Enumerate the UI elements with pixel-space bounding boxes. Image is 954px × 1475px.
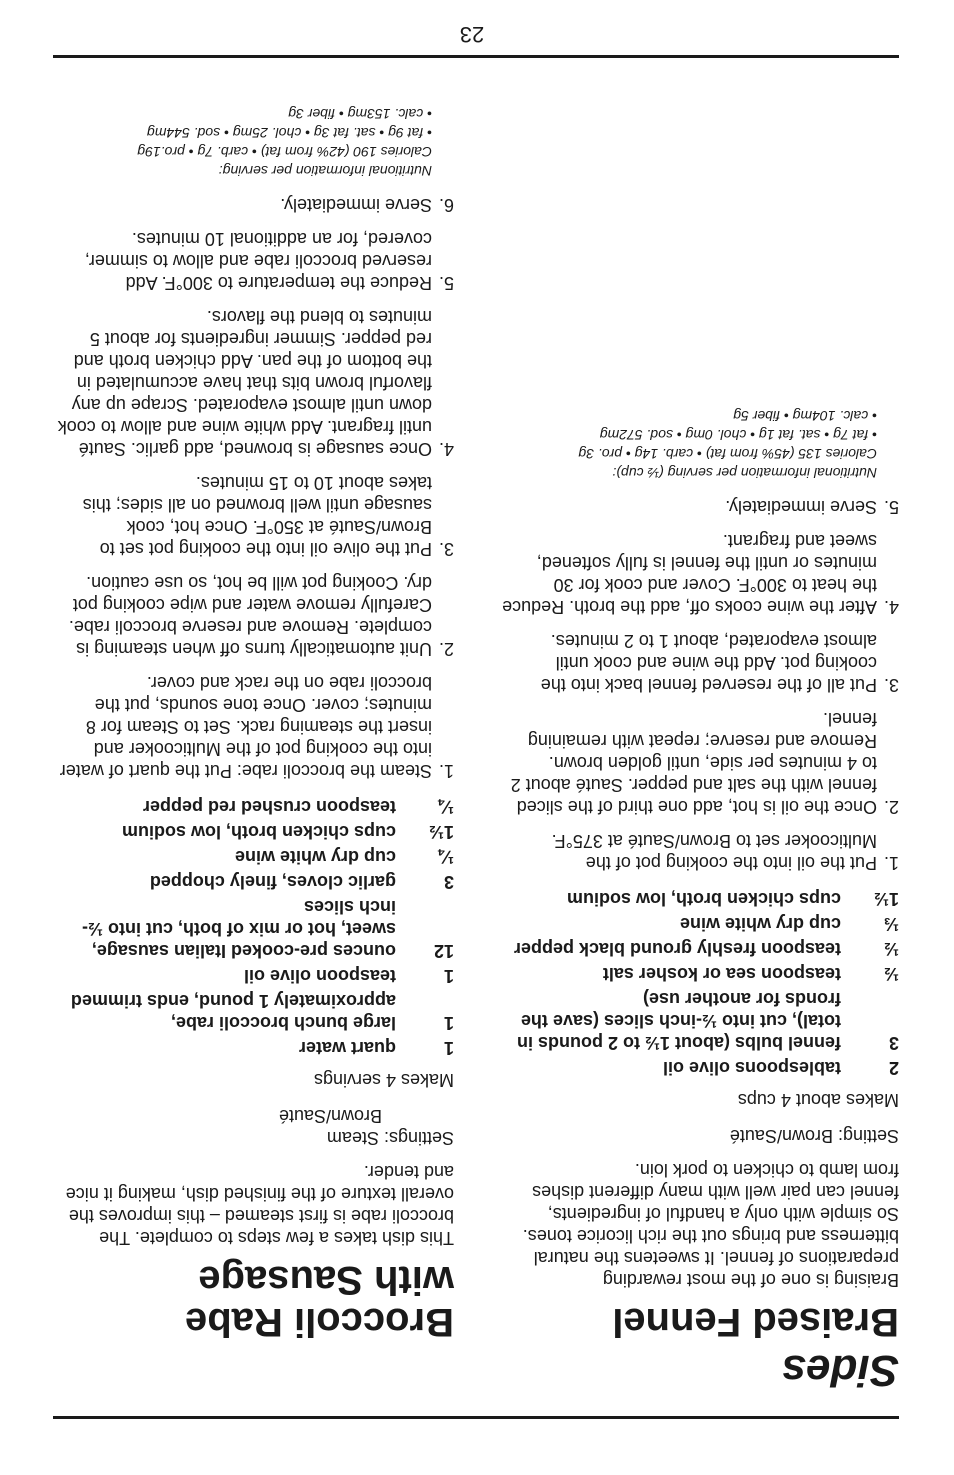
ingredient-qty: ½ — [883, 939, 899, 959]
ingredient-text: tablespoons olive oil — [662, 1058, 841, 1078]
ingredient-item — [499, 963, 899, 985]
step-number: 3. — [883, 675, 899, 695]
ingredient-text: large bunch broccoli rabe, approximately 1 pound, ends trimmed — [70, 991, 396, 1033]
ingredient-item — [54, 871, 454, 893]
ingredient-qty: 3 — [443, 872, 454, 892]
ingredient-item — [54, 796, 454, 818]
ingredient-item — [54, 896, 454, 962]
ingredient-text: cups chicken broth, low sodium — [566, 889, 841, 909]
step-item — [499, 630, 899, 696]
ingredient-text: teaspoon sea or kosher salt — [602, 964, 841, 984]
ingredient-item — [54, 846, 454, 868]
step-item — [499, 496, 899, 518]
step-item — [54, 572, 454, 660]
ingredient-text: quart water — [298, 1038, 396, 1058]
recipe-intro: Braising is one of the most rewarding preparations of fennel. It sweetens the natural bitterness and brings out the rich licorice tones. So simple with only a handful of ingredients, fennel can pair well with many different dishes from lamb to chicken to pork loin. — [522, 1160, 899, 1290]
page-number: 23 — [459, 22, 485, 47]
ingredient-qty: 2 — [888, 1058, 899, 1078]
step-text: Reduce the temperature to 300°F. Add reserved broccoli rabe and allow to simmer, covered, for an additional 10 minutes. — [84, 229, 432, 293]
bottom-rule — [53, 55, 899, 58]
step-list — [499, 496, 899, 874]
ingredient-item — [499, 913, 899, 935]
recipe-setting: Setting: Brown/Sauté — [729, 1126, 899, 1146]
step-number: 4. — [438, 439, 454, 459]
step-text: After the wine cooks off, add the broth. Reduce the heat to 300°F. Cover and cook for 30 minutes or until the fennel is fully softened, sweet and fragrant. — [502, 531, 877, 617]
step-text: Unit automatically turns off when steaming is complete. Remove and reserve broccoli rabe. Carefully remove water and wipe cooking pot dry. Cooking pot will be hot, so use caution. — [68, 573, 432, 659]
nutrition-line: • calc. 153mg • fiber 3g — [288, 106, 432, 122]
nutrition-line: Calories 135 (45% from fat) • carb. 14g • pro. 3g — [578, 446, 877, 462]
section-title: Sides — [781, 1346, 899, 1395]
recipe-settings-line — [54, 1105, 454, 1127]
nutrition-line: • fat 9g • sat. fat 3g • chol. 25mg • sod. 544mg — [147, 125, 432, 141]
recipe-title-line: with Sausage — [198, 1258, 454, 1302]
recipe-yield: Makes 4 servings — [313, 1070, 454, 1090]
ingredient-qty: 1 — [443, 966, 454, 986]
step-text: Put all of the reserved fennel back into the cooking pot. Add the wine and cook until almost evaporated, about 1 to 2 minutes. — [540, 631, 877, 695]
ingredient-item — [54, 990, 454, 1034]
step-item — [54, 672, 454, 782]
nutrition-line: • fat 7g • sat. fat 1g • chol. 0mg • sod. 572mg — [599, 427, 877, 443]
ingredient-item — [54, 821, 454, 843]
ingredient-text: cups chicken broth, low sodium — [121, 822, 396, 842]
recipe-settings-line2: Brown/Sauté — [278, 1106, 382, 1126]
ingredient-text: teaspoon freshly ground black pepper — [513, 939, 841, 959]
ingredient-qty: 12 — [433, 941, 454, 961]
ingredient-item — [54, 1037, 454, 1059]
step-number: 1. — [883, 853, 899, 873]
ingredient-text: ounces pre-cooked Italian sausage, sweet, hot or mix of both, cut into ½-inch slices — [82, 897, 396, 961]
step-text: Put the olive oil into the cooking pot set to Brown/Sauté at 350°F. Once hot, cook sausage until well browned on all sides; this takes about 10 to 15 minutes. — [82, 473, 432, 559]
ingredient-qty: ½ — [883, 964, 899, 984]
nutrition-heading: Nutritional information per serving: — [218, 163, 432, 179]
step-number: 3. — [438, 539, 454, 559]
recipe-title-broccoli-rabe — [54, 1259, 454, 1343]
step-number: 4. — [883, 597, 899, 617]
braised-fennel-column — [499, 406, 899, 1395]
step-number: 1. — [438, 761, 454, 781]
ingredient-list — [54, 796, 454, 1059]
ingredient-qty: 3 — [888, 1033, 899, 1053]
ingredient-item — [499, 988, 899, 1054]
ingredient-text: cup dry white wine — [679, 914, 841, 934]
ingredient-qty: 1½ — [873, 889, 899, 909]
step-item — [54, 306, 454, 460]
step-item — [499, 708, 899, 818]
ingredient-qty: 1 — [443, 1038, 454, 1058]
ingredient-text: fennel bulbs (about 1½ to 2 pounds in total), cut into ½-inch slices (save the fronds for another use) — [517, 989, 841, 1053]
ingredient-qty: 1 — [443, 1013, 454, 1033]
nutrition-line: Calories 190 (42% from fat) • carb. 7g • pro.19g — [137, 144, 432, 160]
nutrition-info — [54, 104, 454, 180]
step-list — [54, 194, 454, 782]
ingredient-text: garlic cloves, finely chopped — [149, 872, 396, 892]
ingredient-text: cup dry white wine — [234, 847, 396, 867]
nutrition-line: • calc. 104mg • fiber 5g — [733, 408, 877, 424]
ingredient-qty: 1½ — [428, 822, 454, 842]
step-number: 5. — [438, 273, 454, 293]
step-number: 6. — [438, 195, 454, 215]
recipe-settings-line: Settings: Steam — [326, 1128, 454, 1148]
ingredient-qty: ¼ — [438, 847, 454, 867]
step-item — [54, 472, 454, 560]
ingredient-text: teaspoon crushed red pepper — [142, 797, 396, 817]
top-rule — [53, 1416, 899, 1419]
recipe-yield: Makes about 4 cups — [737, 1090, 899, 1110]
broccoli-rabe-column — [54, 104, 454, 1395]
step-number: 2. — [438, 639, 454, 659]
ingredient-list — [499, 888, 899, 1079]
ingredient-text: teaspoon olive oil — [243, 966, 396, 986]
title-spacer — [54, 1345, 454, 1395]
ingredient-item — [499, 888, 899, 910]
step-item — [54, 194, 454, 216]
ingredient-item — [499, 1057, 899, 1079]
nutrition-heading: Nutritional information per serving (½ cup): — [612, 465, 877, 481]
step-text: Put the oil into the cooking pot of the Multicooker set to Brown/Sauté at 375°F. — [551, 831, 877, 873]
ingredient-item — [54, 965, 454, 987]
step-text: Steam the broccoli rabe: Put the quart of water into the cooking pot of the Multicooker and insert the steaming rack. Set to Steam for 8 minutes; cover. Once tone sounds, put the broccoli rabe on the rack and cover. — [59, 673, 432, 781]
step-text: Once the oil is hot, add one third of the sliced fennel with the salt and pepper. Sauté about 2 to 4 minutes per side, until golden brown. Remove and reserve; repeat with remaining fennel. — [510, 709, 877, 817]
step-text: Once sausage is browned, add garlic. Sauté until fragrant. Add white wine and allow to cook down until almost evaporated. Scrape up any flavorful brown bits that have accumulated in the bottom of the pan. Add chicken broth and red pepper. Simmer ingredients for about 5 minutes to blend the flavors. — [57, 307, 432, 459]
step-text: Serve immediately. — [725, 497, 877, 517]
ingredient-qty: ⅓ — [883, 914, 899, 934]
nutrition-info — [499, 406, 899, 482]
recipe-title-line: Broccoli Rabe — [185, 1300, 454, 1344]
step-item — [499, 530, 899, 618]
step-number: 2. — [883, 797, 899, 817]
step-item — [54, 228, 454, 294]
ingredient-qty: ¼ — [438, 797, 454, 817]
step-text: Serve immediately. — [280, 195, 432, 215]
ingredient-item — [499, 938, 899, 960]
step-number: 5. — [883, 497, 899, 517]
recipe-intro: This dish takes a few steps to complete. The broccoli rabe is first steamed – this improves the overall texture of the finished dish, making it nice and tender. — [65, 1162, 454, 1248]
step-item — [499, 830, 899, 874]
recipe-title-braised-fennel: Braised Fennel — [612, 1300, 899, 1344]
